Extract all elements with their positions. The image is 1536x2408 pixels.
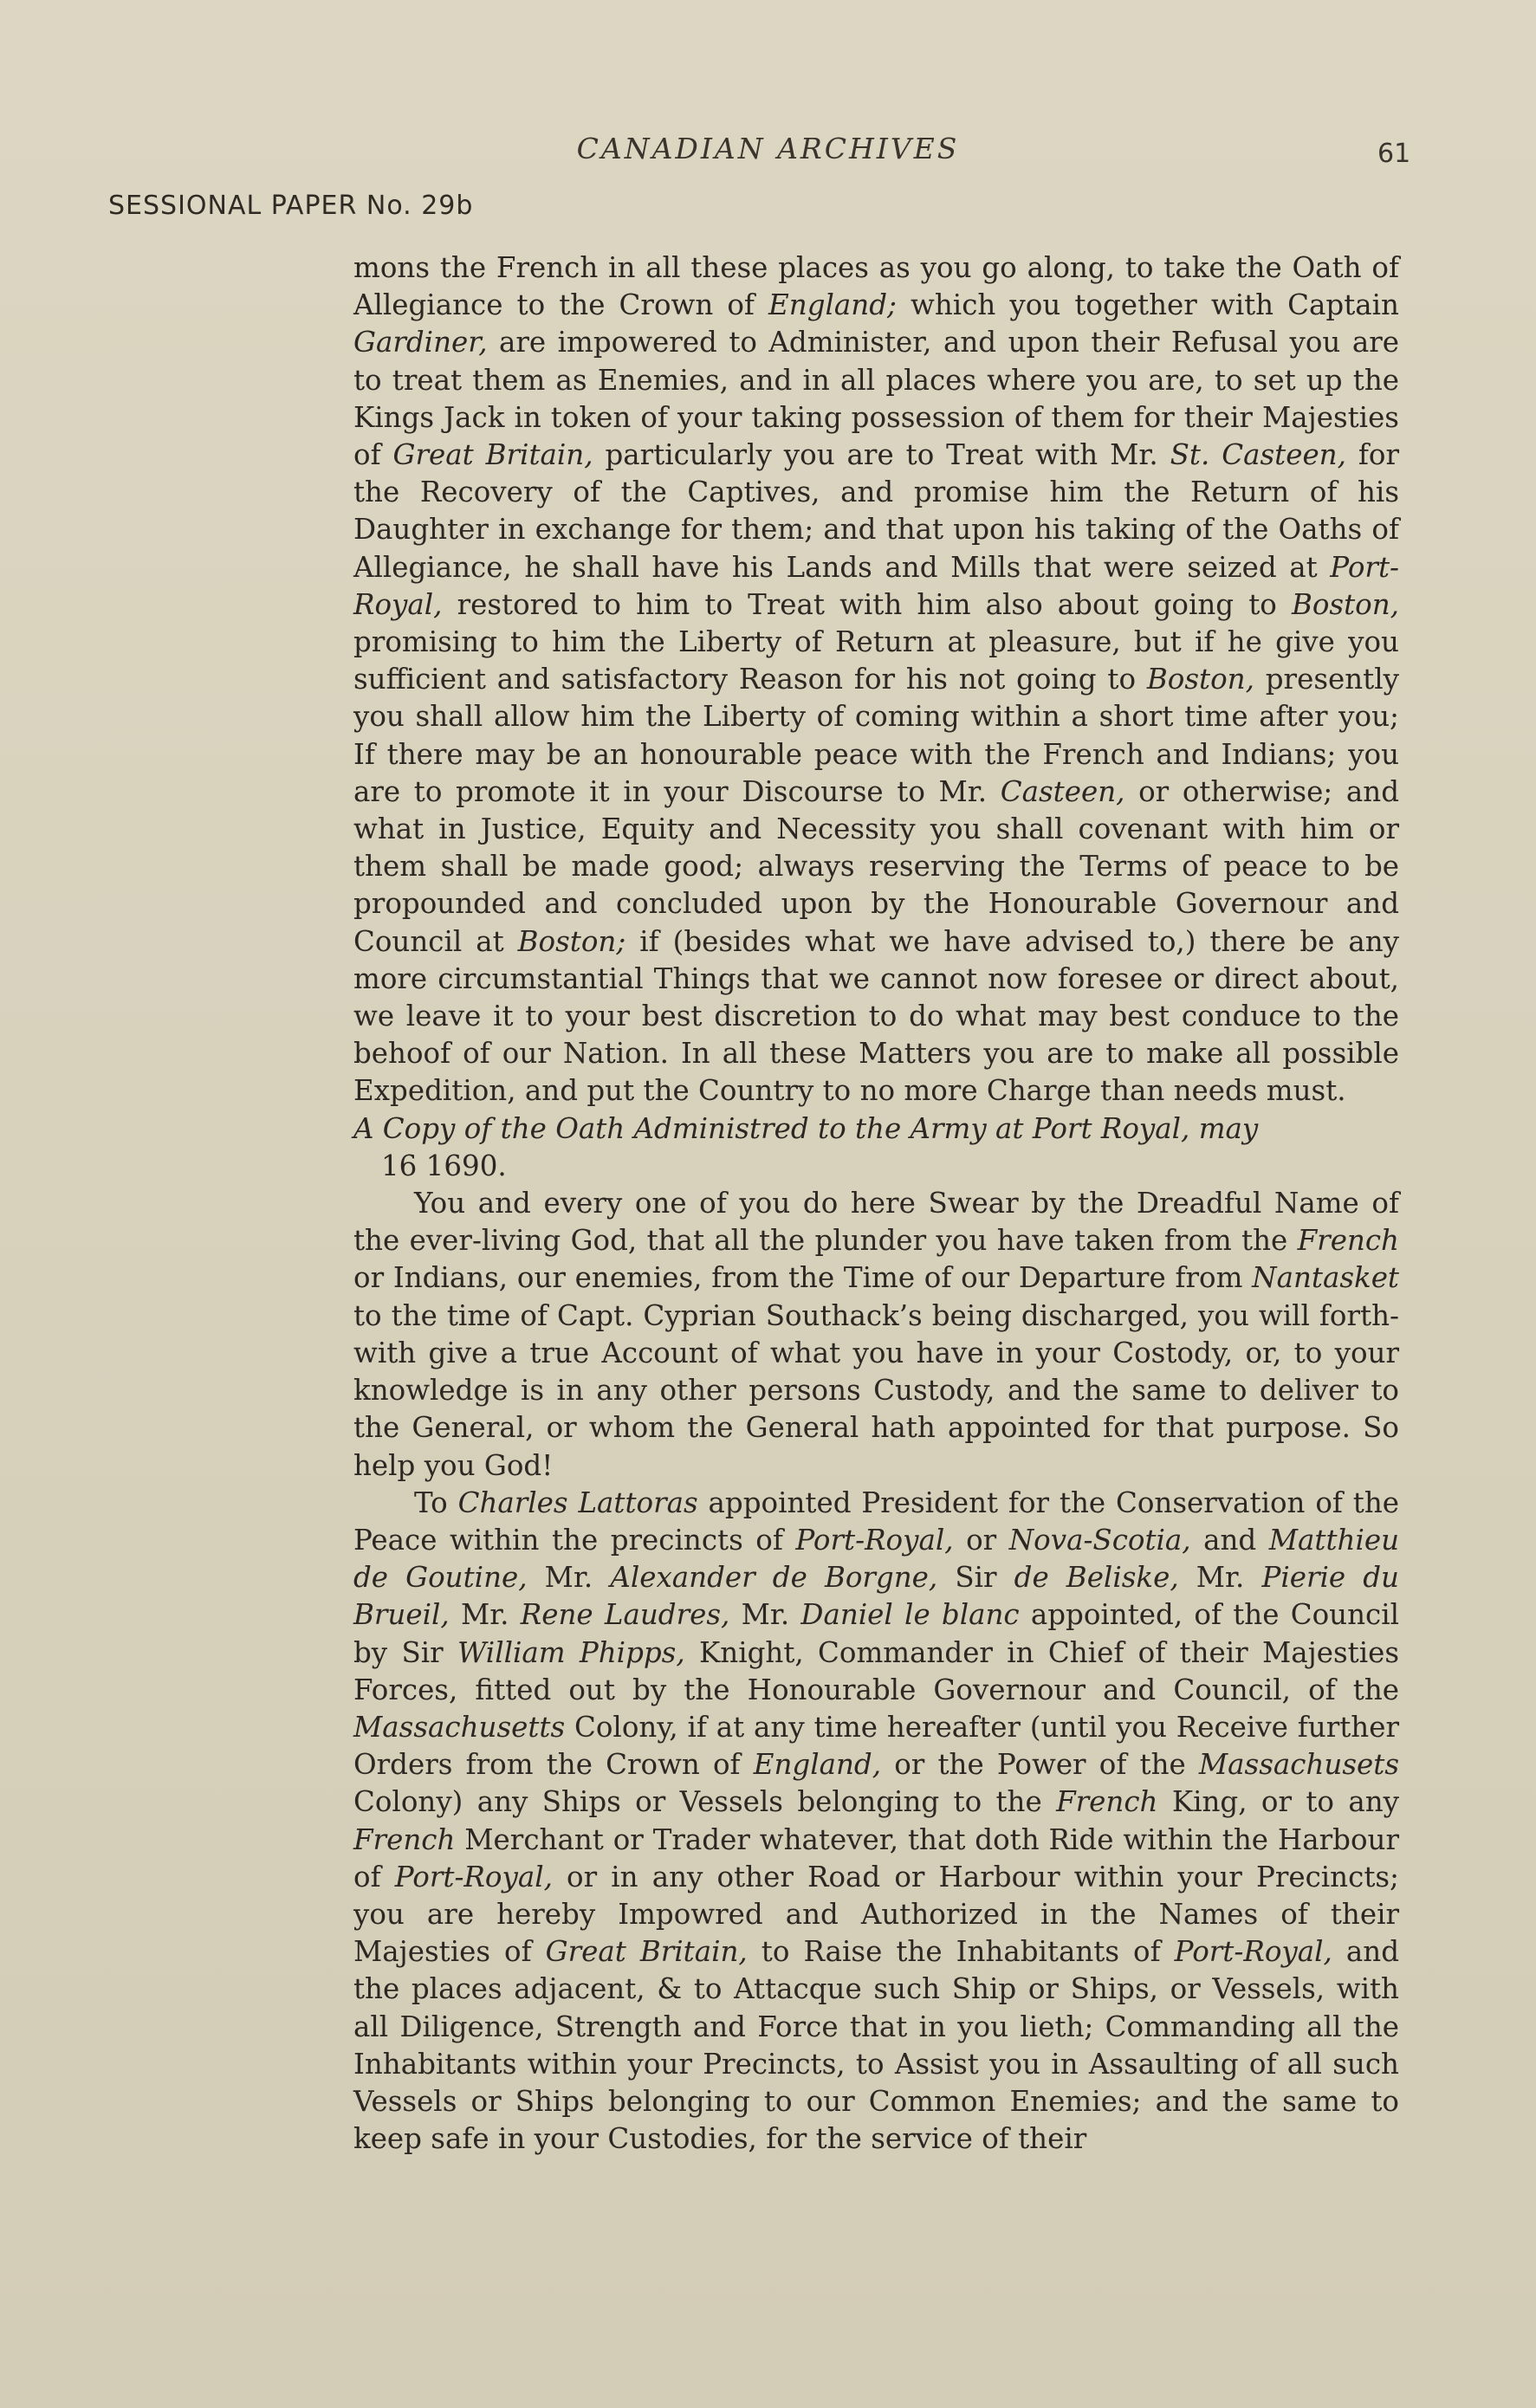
italic-text: French <box>1056 1785 1158 1819</box>
italic-text: Nova-Scotia, <box>1008 1523 1191 1557</box>
italic-text: Port-Royal, <box>353 550 1399 621</box>
oath-date <box>353 1148 1399 1185</box>
italic-text: Gardiner, <box>353 326 488 359</box>
text-run: restored to him to Treat with him also about going to <box>442 587 1292 621</box>
italic-text: Boston, <box>1146 663 1254 696</box>
text-run: to Raise the Inhabitants of <box>747 1935 1175 1969</box>
italic-text: England, <box>753 1748 882 1782</box>
italic-text: Great Britain, <box>392 438 593 472</box>
text-run: appointed, of the Council by Sir <box>353 1598 1399 1669</box>
text-run: or Indians, our enemies, from the Time of our Departure from <box>353 1261 1253 1295</box>
italic-text: St. Casteen, <box>1170 438 1346 472</box>
text-run: or <box>953 1523 1009 1557</box>
italic-text: de Beliske, <box>1014 1561 1179 1595</box>
text-run: You and every one of you do here Swear by the Dreadful Name of the ever-living God, that all the plunder you have taken from the <box>353 1187 1399 1258</box>
italic-text: may <box>1198 1111 1259 1145</box>
text-run: to the time of Capt. Cyprian Southack’s being discharged, you will forth-with give a true Account of what you have in your Costody, or, to your knowledge is in any other persons Custody, and the same to deliver to the General, or whom the General hath appointed for that purpose. So help you God! <box>353 1298 1399 1482</box>
text-run: and the places adjacent, & to Attacque such Ship or Ships, or Vessels, with all Diligence, Strength and Force that in you lieth; Commanding all the Inhabitants within your Precincts, to Assist you in Assaulting of all such Vessels or Ships belonging to our Common Enemies; and the same to keep safe in your Custodies, for the service of their <box>353 1935 1399 2156</box>
italic-text: Rene Laudres, <box>520 1598 730 1632</box>
text-run: Mr. <box>527 1561 611 1595</box>
sessional-paper-label: SESSIONAL PAPER No. 29b <box>108 191 474 221</box>
text-run: appointed President for the Conservation of the Peace within the precincts of <box>353 1486 1399 1557</box>
text-run: if (besides what we have advised to,) there be any more circumstantial Things that we cannot now foresee or direct about, we leave it to your best discretion to do what may best conduce to the behoof of our Nation. In all these Matters you are to make all possible Expedition, and put the Country to no more Charge than needs must. <box>353 924 1399 1108</box>
text-run: promising to him the Liberty of Return at pleasure, but if he give you sufficient and satisfactory Reason for his not going to <box>353 625 1399 696</box>
italic-text: Charles Lattoras <box>457 1486 698 1519</box>
text-run: King, or to any <box>1157 1785 1399 1819</box>
text-run: Mr. <box>729 1598 801 1632</box>
text-run: or otherwise; and what in Justice, Equity and Necessity you shall covenant with him or them shall be made good; always reserving the Terms of peace to be propounded and concluded upon by the Honourable Governour and Council at <box>353 774 1399 958</box>
text-run: Mr. <box>449 1598 521 1632</box>
italic-text: Matthieu de Goutine, <box>353 1523 1400 1595</box>
body-text <box>353 249 1399 2158</box>
paragraph-oath-text <box>353 1185 1399 1485</box>
text-run: or in any other Road or Harbour within your Precincts; you are hereby Impowred and Authorized in the Names of their Majesties of <box>353 1860 1400 1969</box>
italic-text: Boston; <box>517 924 626 958</box>
italic-text: William Phipps, <box>457 1635 685 1669</box>
italic-text: Massachusetts <box>353 1710 566 1744</box>
italic-text: Pierie du Brueil, <box>353 1561 1399 1632</box>
text-run: particularly you are to Treat with Mr. <box>593 438 1170 472</box>
italic-text: Nantasket <box>1252 1261 1399 1295</box>
italic-text: A Copy of the Oath Administred to the Army at <box>353 1111 1033 1145</box>
italic-text: French <box>1297 1224 1399 1258</box>
text-run: Merchant or Trader whatever, that doth Ride within the Harbour of <box>353 1822 1399 1893</box>
oath-heading <box>353 1110 1399 1148</box>
italic-text: Great Britain, <box>545 1935 748 1969</box>
text-run: for the Recovery of the Captives, and promise him the Return of his Daughter in exchange for them; and that upon his taking of the Oaths of Allegiance, he shall have his Lands and Mills that were seized at <box>353 438 1399 584</box>
text-run: 16 1690. <box>381 1149 507 1182</box>
text-run: Knight, Commander in Chief of their Majesties Forces, fitted out by the Honourable Governour and Council, of the <box>353 1635 1399 1706</box>
paragraph-commission <box>353 1485 1399 2159</box>
italic-text: Port-Royal, <box>1174 1935 1332 1969</box>
text-run: or the Power of the <box>881 1748 1199 1782</box>
italic-text: Alexander de Borgne, <box>610 1561 938 1595</box>
text-run: To <box>414 1486 458 1519</box>
text-run: Sir <box>937 1561 1014 1595</box>
page-number: 61 <box>1377 139 1411 169</box>
italic-text: England; <box>768 288 897 322</box>
italic-text: Port-Royal, <box>795 1523 954 1557</box>
text-run: Mr. <box>1178 1561 1262 1595</box>
italic-text: French <box>353 1822 456 1856</box>
italic-text: Daniel le blanc <box>800 1598 1020 1632</box>
text-run: presently you shall allow him the Liberty of coming within a short time after you; If there may be an honourable peace with the French and Indians; you are to promote it in your Discourse to Mr. <box>353 663 1399 808</box>
text-run: Colony, if at any time hereafter (until you Receive further Orders from the Crown of <box>353 1710 1399 1782</box>
paragraph-instructions-continued <box>353 249 1399 1110</box>
italic-text: Boston, <box>1291 587 1399 621</box>
italic-text: Massachusets <box>1198 1748 1400 1782</box>
text-run: mons the French in all these places as you go along, to take the Oath of Allegiance to the Crown of <box>353 251 1399 322</box>
text-run: and <box>1190 1523 1269 1557</box>
italic-text: Port-Royal, <box>394 1860 553 1893</box>
text-run: are impowered to Administer, and upon their Refusal you are to treat them as Enemies, and in all places where you are, to set up the Kings Jack in token of your taking possession of them for their Majesties of <box>353 326 1399 472</box>
running-head: CANADIAN ARCHIVES <box>576 132 960 165</box>
italic-text: Casteen, <box>1000 774 1125 808</box>
text-run: Colony) any Ships or Vessels belonging to the <box>353 1785 1057 1819</box>
text-run: Port Royal, <box>1032 1111 1199 1145</box>
text-run: which you together with Captain <box>896 288 1399 322</box>
